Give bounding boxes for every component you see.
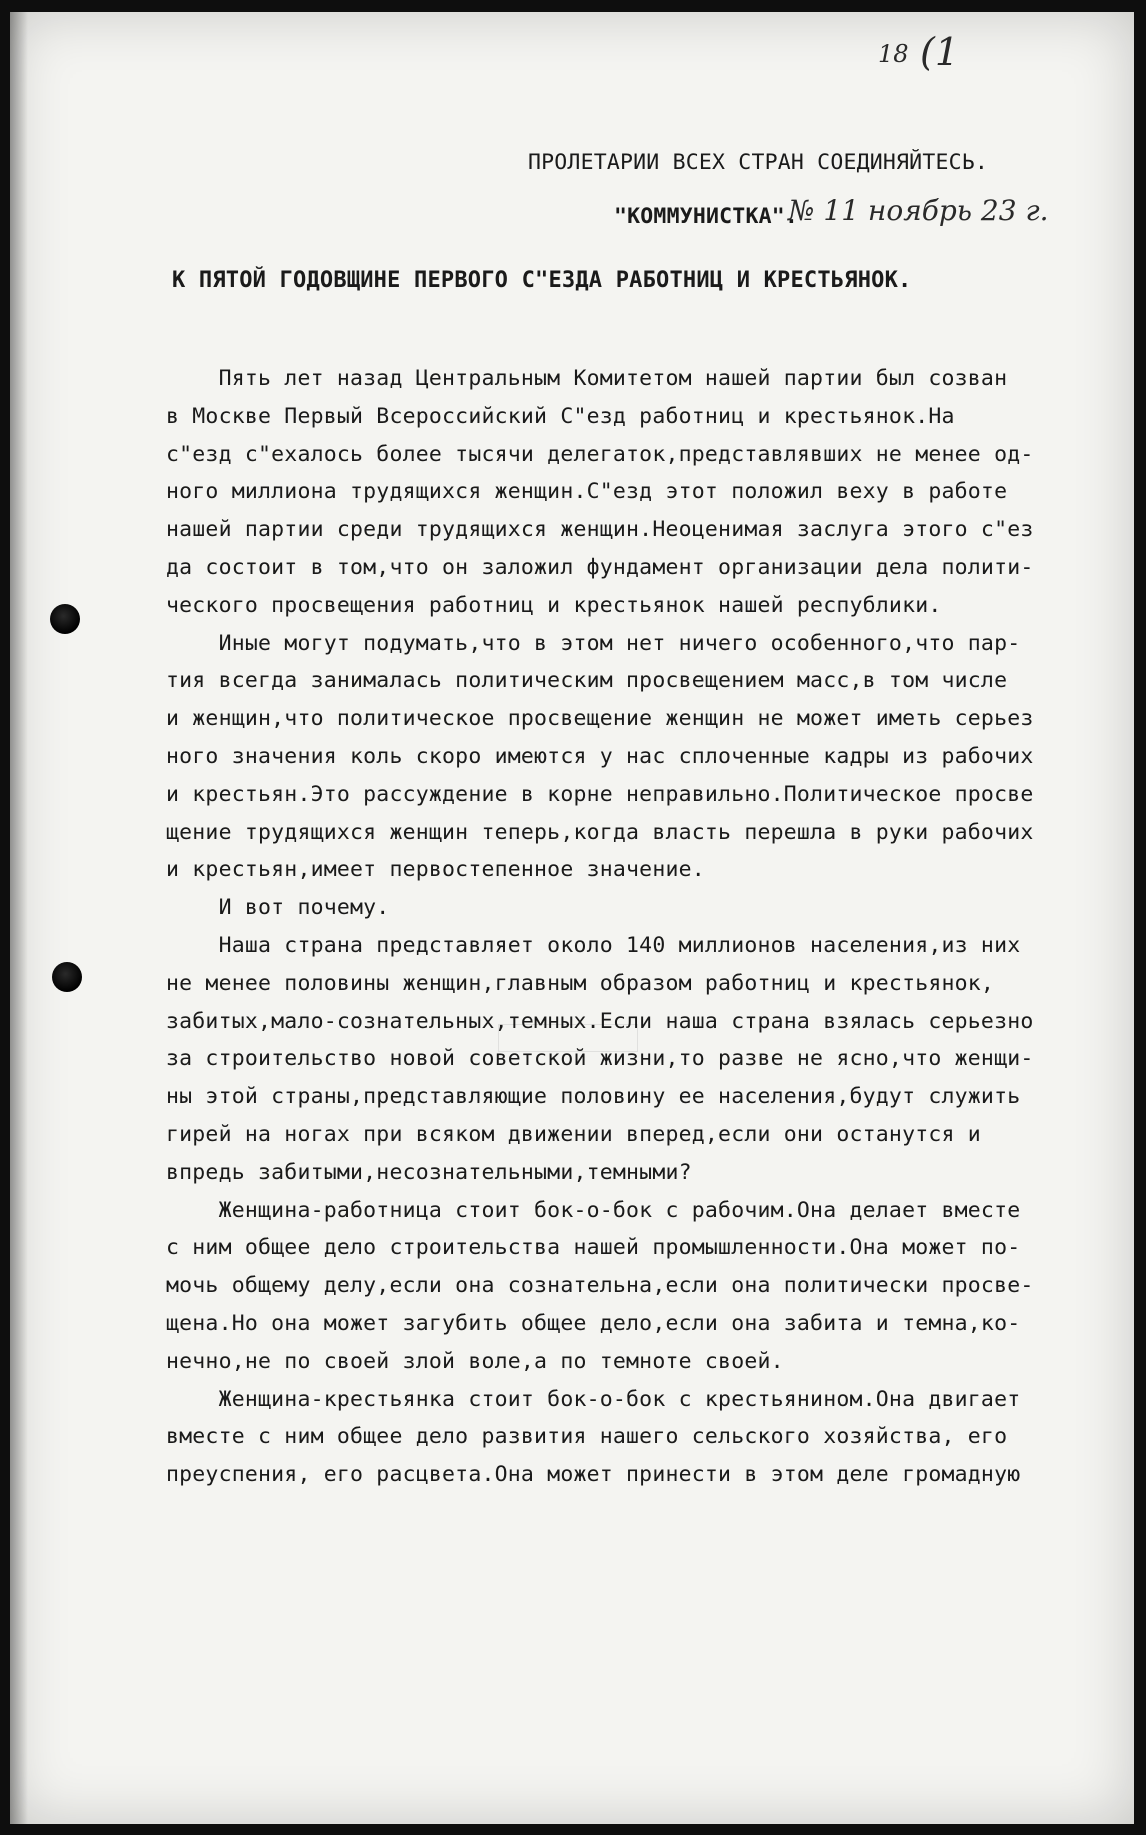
handwritten-page-number: 18 <box>878 40 909 68</box>
body-line: Женщина-крестьянка стоит бок-о-бок с крестьянином.Она двигает <box>166 1386 1021 1412</box>
punch-hole-top <box>50 604 80 634</box>
body-line: Пять лет назад Центральным Комитетом нашей партии был созван <box>166 366 1008 391</box>
body-line: Наша страна представляет около 140 миллионов населения,из них <box>166 933 1021 958</box>
body-line: вместе с ним общее дело развития нашего сельского хозяйства, его <box>166 1424 1008 1450</box>
document-title: К ПЯТОЙ ГОДОВЩИНЕ ПЕРВОГО С"ЕЗДА РАБОТНИЦ И КРЕСТЬЯНОК. <box>172 268 912 293</box>
handwritten-journal-note: № 11 ноябрь 23 г. <box>788 194 1049 227</box>
body-line: мочь общему делу,если она сознательна,если она политически просве- <box>166 1273 1034 1299</box>
handwritten-sheet-number: (1 <box>920 30 960 74</box>
body-line: щение трудящихся женщин теперь,когда власть перешла в руки рабочих <box>166 819 1034 845</box>
body-line: нечно,не по своей злой воле,а по темноте своей. <box>166 1348 784 1374</box>
body-line: гирей на ногах при всяком движении вперед,если они останутся и <box>166 1122 981 1147</box>
document-page <box>10 12 1134 1824</box>
body-line: забитых,мало-сознательных,темных.Если наша страна взялась серьезно <box>166 1008 1034 1034</box>
body-line: нашей партии среди трудящихся женщин.Неоценимая заслуга этого с"ез <box>166 517 1034 543</box>
body-line: тия всегда занималась политическим просвещением масс,в том числе <box>166 668 1008 694</box>
header-slogan: ПРОЛЕТАРИИ ВСЕХ СТРАН СОЕДИНЯЙТЕСЬ. <box>528 150 989 175</box>
body-line: И вот почему. <box>166 895 390 921</box>
body-line: ного миллиона трудящихся женщин.С"езд этот положил веху в работе <box>166 479 1008 505</box>
body-line: да состоит в том,что он заложил фундамент организации дела полити- <box>166 555 1034 580</box>
body-line: ного значения коль скоро имеются у нас сплоченные кадры из рабочих <box>166 744 1034 769</box>
body-line: с"езд с"ехалось более тысячи делегаток,представлявших не менее од- <box>166 441 1034 467</box>
body-line: ны этой страны,представляющие половину ее населения,будут служить <box>166 1084 1021 1110</box>
body-line: с ним общее дело строительства нашей промышленности.Она может по- <box>166 1235 1021 1261</box>
body-line: преуспения, его расцвета.Она может принести в этом деле громадную <box>166 1462 1021 1488</box>
body-line: щена.Но она может загубить общее дело,если она забита и темна,ко- <box>166 1311 1021 1336</box>
body-line: Женщина-работница стоит бок-о-бок с рабочим.Она делает вместе <box>166 1197 1021 1223</box>
body-line: и крестьян.Это рассуждение в корне неправильно.Политическое просве <box>166 781 1034 807</box>
body-line: впредь забитыми,несознательными,темными? <box>166 1159 692 1185</box>
body-line: ческого просвещения работниц и крестьянок нашей республики. <box>166 592 942 618</box>
header-publication: "КОММУНИСТКА". <box>614 204 799 229</box>
body-line: и крестьян,имеет первостепенное значение. <box>166 857 705 883</box>
faint-stamp <box>498 1024 638 1052</box>
body-line: не менее половины женщин,главным образом работниц и крестьянок, <box>166 970 995 996</box>
body-line: и женщин,что политическое просвещение женщин не может иметь серьез <box>166 706 1034 732</box>
body-line: в Москве Первый Всероссийский С"езд работниц и крестьянок.На <box>166 403 955 429</box>
body-line: за строительство новой советской жизни,то разве не ясно,что женщи- <box>166 1046 1034 1072</box>
body-line: Иные могут подумать,что в этом нет ничего особенного,что пар- <box>166 630 1021 656</box>
punch-hole-bottom <box>52 962 82 992</box>
